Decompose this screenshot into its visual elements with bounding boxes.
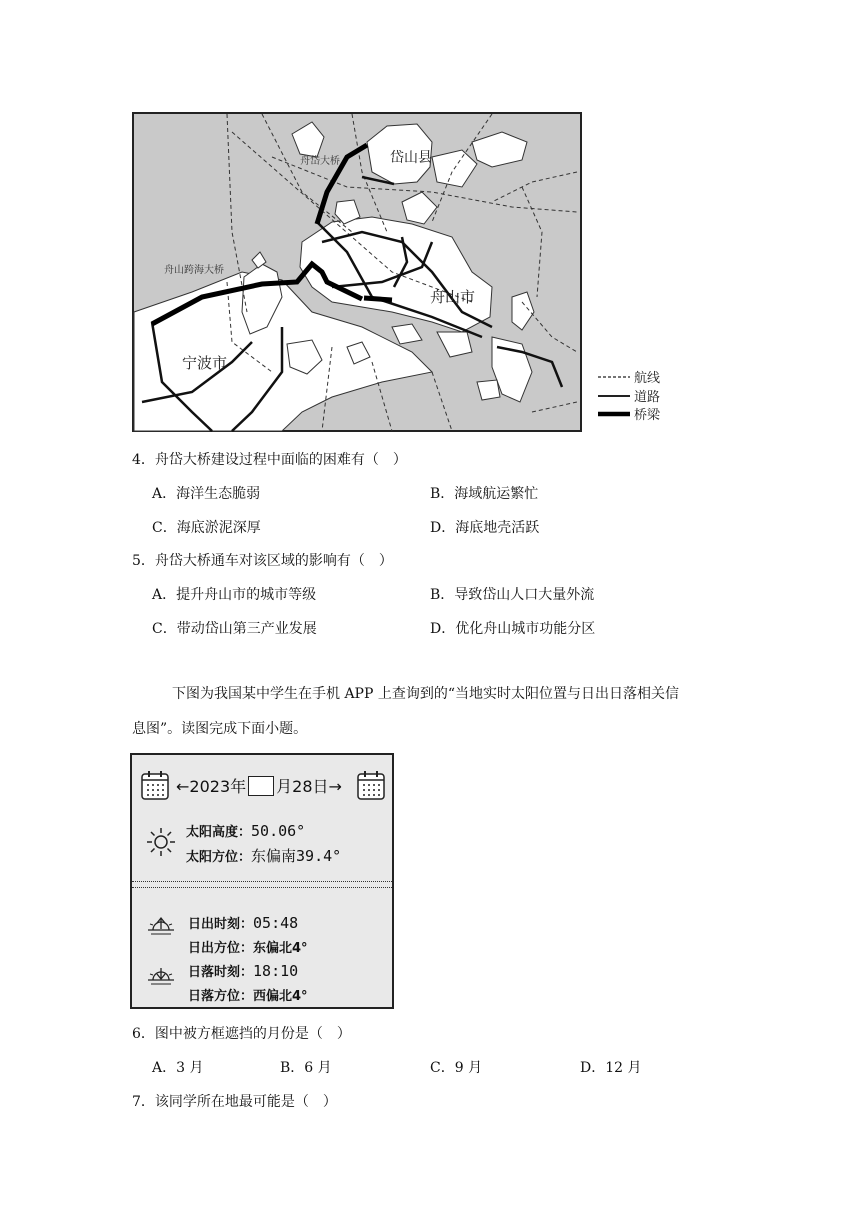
question-6-option-c[interactable]: C．9 月: [430, 1060, 483, 1076]
label-ningbo-city: 宁波市: [182, 355, 228, 372]
question-5-stem: 5．舟岱大桥通车对该区域的影响有（ ）: [132, 553, 393, 569]
intro-line-2: 息图”。读图完成下面小题。: [132, 721, 308, 737]
question-5-option-d[interactable]: D．优化舟山城市功能分区: [430, 621, 596, 637]
intro-line-1: 下图为我国某中学生在手机 APP 上查询到的“当地实时太阳位置与日出日落相关信: [172, 686, 680, 702]
question-6-stem: 6．图中被方框遮挡的月份是（ ）: [132, 1026, 351, 1042]
question-4-option-b[interactable]: B．海域航运繁忙: [430, 486, 539, 502]
sun-icon: [146, 827, 176, 857]
legend-route-label: 航线: [634, 370, 661, 385]
legend-bridge-label: 桥梁: [634, 407, 661, 422]
legend-road-label: 道路: [634, 389, 661, 404]
question-6-option-d[interactable]: D．12 月: [580, 1060, 642, 1076]
sunset-time-label: 日落时刻：: [188, 965, 254, 980]
label-daishan-county: 岱山县: [390, 149, 432, 165]
sunrise-time-label: 日出时刻：: [188, 917, 254, 932]
sunset-time-value: 18:10: [253, 962, 299, 980]
date-prefix: ←2023年: [176, 777, 247, 796]
divider: [132, 881, 392, 882]
calendar-icon: [140, 769, 170, 801]
label-zhoushan-city: 舟山市: [430, 289, 476, 306]
sunset-icon: [146, 965, 176, 989]
sunset-direction-value: 西偏北4°: [253, 989, 308, 1004]
question-5-option-c[interactable]: C．带动岱山第三产业发展: [152, 621, 317, 637]
question-7-stem: 7．该同学所在地最可能是（ ）: [132, 1094, 337, 1110]
question-4-option-c[interactable]: C．海底淤泥深厚: [152, 520, 261, 536]
question-5-option-b[interactable]: B．导致岱山人口大量外流: [430, 587, 595, 603]
sun-azimuth-value: 东偏南39.4°: [251, 847, 342, 865]
sunrise-icon: [146, 915, 176, 939]
sunrise-time-value: 05:48: [253, 914, 299, 932]
sun-info-app-screen: [130, 753, 394, 1009]
question-4-option-a[interactable]: A．海洋生态脆弱: [152, 486, 261, 502]
hidden-month-box: [248, 776, 274, 796]
sunset-direction-label: 日落方位：: [188, 989, 254, 1004]
divider: [132, 887, 392, 888]
calendar-icon: [356, 769, 386, 801]
map-legend: [598, 370, 661, 422]
question-4-option-d[interactable]: D．海底地壳活跃: [430, 520, 540, 536]
label-daishan-bridge: 舟岱大桥: [300, 156, 340, 167]
label-kuahai-bridge: 舟山跨海大桥: [164, 265, 224, 276]
question-6-option-b[interactable]: B．6 月: [280, 1060, 332, 1076]
map-svg: [132, 112, 672, 432]
question-6-option-a[interactable]: A．3 月: [152, 1060, 204, 1076]
date-selector: [176, 774, 342, 797]
question-4-stem: 4．舟岱大桥建设过程中面临的困难有（ ）: [132, 452, 407, 468]
question-5-option-a[interactable]: A．提升舟山市的城市等级: [152, 587, 317, 603]
sun-azimuth-label: 太阳方位：: [186, 850, 252, 865]
date-suffix: 月28日→: [276, 777, 342, 796]
sunrise-direction-value: 东偏北4°: [253, 941, 308, 956]
sunrise-direction-label: 日出方位：: [188, 941, 254, 956]
sun-height-label: 太阳高度：: [186, 825, 252, 840]
zhoushan-map: [132, 112, 672, 432]
sun-height-value: 50.06°: [251, 822, 306, 840]
